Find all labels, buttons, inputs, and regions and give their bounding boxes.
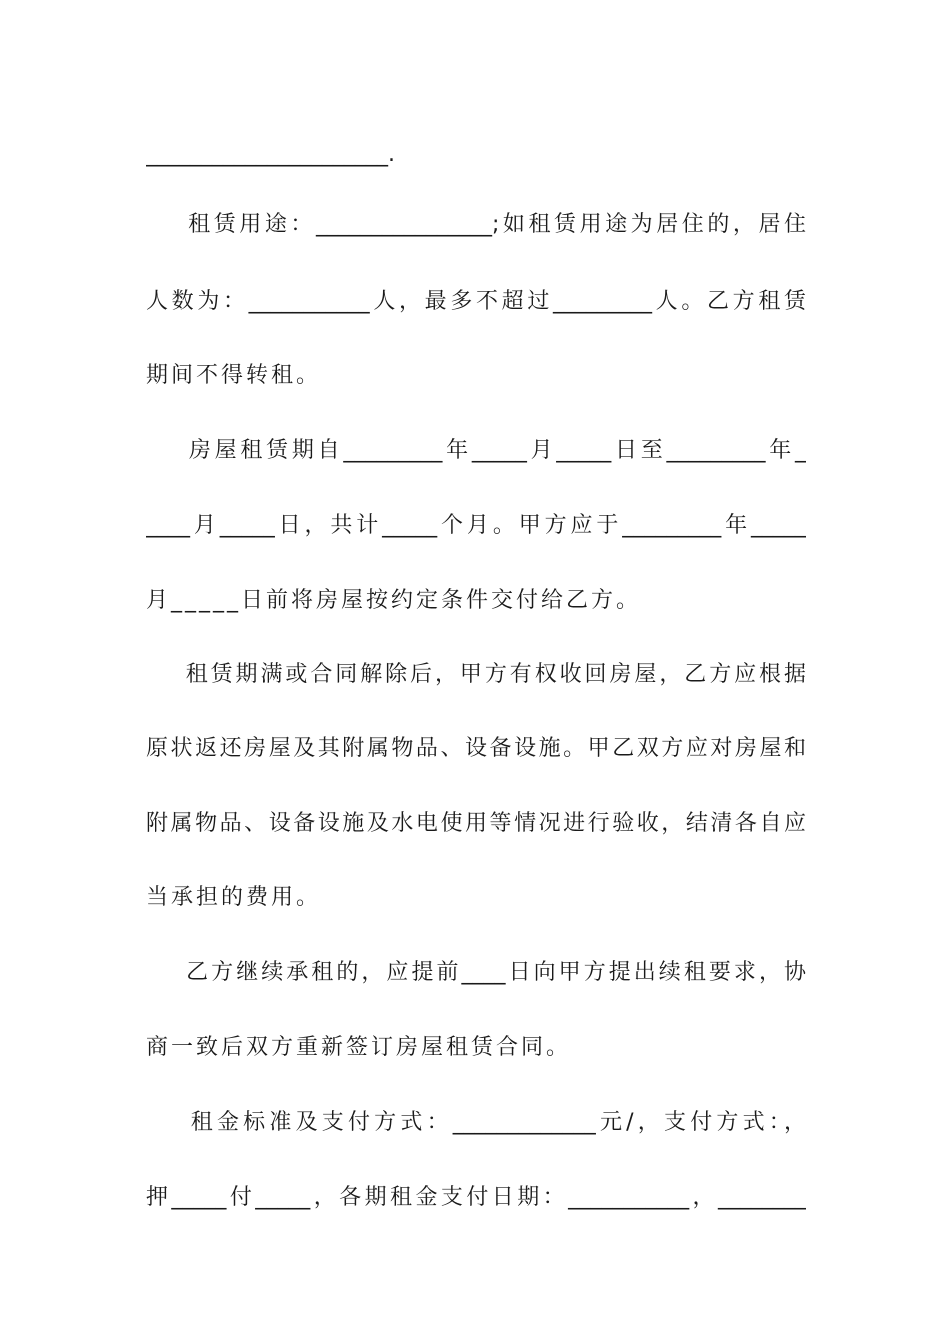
text-line: ______________________.	[146, 142, 395, 167]
text-line: 乙方继续承租的，应提前____日向甲方提出续租要求，协	[146, 960, 806, 985]
text-line: 租金标准及支付方式：_____________元/，支付方式：，	[146, 1110, 806, 1135]
text-line: 期间不得转租。	[146, 363, 322, 388]
text-line: 人数为：___________人，最多不超过_________人。乙方租赁	[146, 289, 806, 314]
text-line: 押_____付_____，各期租金支付日期：___________，________	[146, 1185, 806, 1210]
text-line: 当承担的费用。	[146, 885, 322, 910]
text-line: 房屋租赁期自_________年_____月_____日至_________年_	[146, 438, 806, 463]
text-line: 商一致后双方重新签订房屋租赁合同。	[146, 1035, 572, 1060]
text-line: ____月_____日，共计_____个月。甲方应于_________年_____	[146, 513, 806, 538]
text-line: 月_____日前将房屋按约定条件交付给乙方。	[146, 588, 642, 613]
text-line: 租赁期满或合同解除后，甲方有权收回房屋，乙方应根据	[146, 662, 806, 687]
text-line: 附属物品、设备设施及水电使用等情况进行验收，结清各自应	[146, 811, 806, 836]
text-line: 原状返还房屋及其附属物品、设备设施。甲乙双方应对房屋和	[146, 736, 806, 761]
text-line: 租赁用途：________________;如租赁用途为居住的，居住	[146, 212, 806, 237]
